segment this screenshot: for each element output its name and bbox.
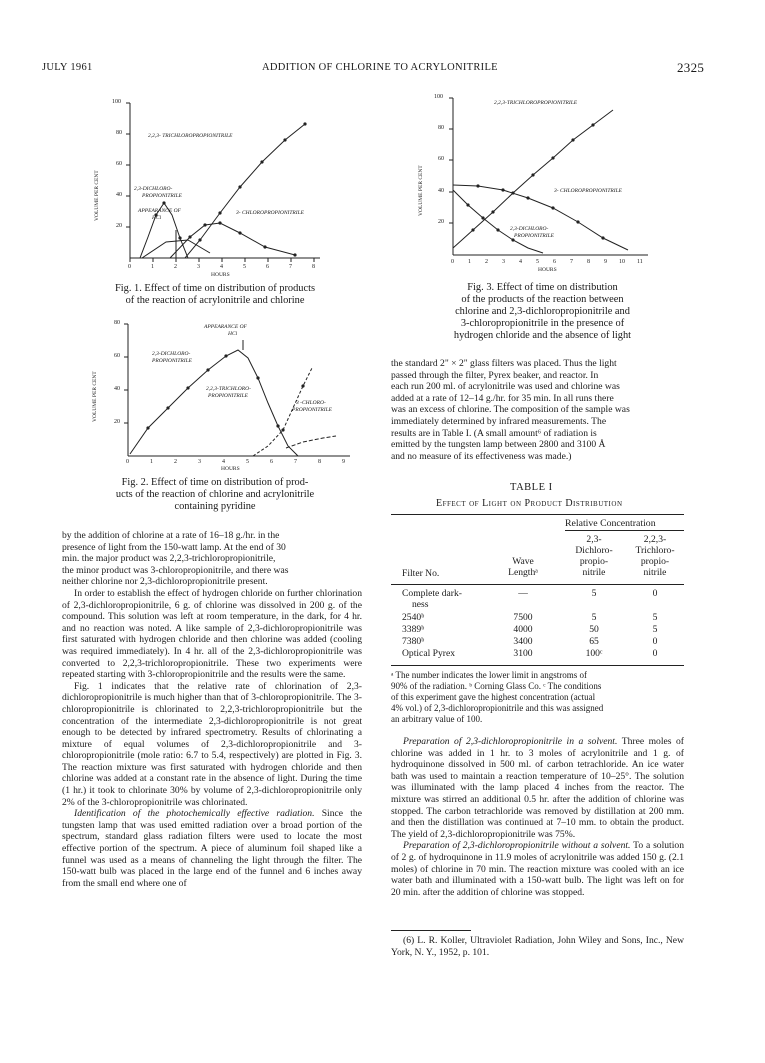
paragraph-text: Three moles of chlorine was added in 1 hr. to 3 moles of acrylonitrile and 1 g. of hydroquinone dissolved in 500 ml. of carbon tetrachloride. An ice water bath was used to maintain a reaction temperature of 10–25°. The solution was illuminated with the lamp placed 4 inches from the reactor. The mixture was stirred an additional 0.5 hr. after the addition of chlorine was stopped. The carbon tetrachloride was removed by distillation at 200 mm. and then the distillation was continued at 7–10 mm. to obtain the product. The yield of 2,3-dichloropropionitrile was 75%. <box>391 736 684 840</box>
paragraph-title: Preparation of 2,3-dichloropropionitrile in a solvent. <box>403 736 618 747</box>
text-line: and no measure of its effectiveness was made.) <box>391 450 572 462</box>
table-header <box>402 532 684 590</box>
paragraph-prep-no-solvent <box>391 840 684 898</box>
curve-3chloro <box>453 185 628 250</box>
col-header-tri-4: nitrile <box>643 567 667 578</box>
text-line: the standard 2" × 2" glass filters was placed. Thus the light <box>391 358 617 369</box>
cell-di: 5 <box>591 588 597 599</box>
right-column-intro <box>391 358 683 462</box>
caption-line: Fig. 1. Effect of time on distribution of products <box>114 283 316 294</box>
text-line: the minor product was 3-chloropropionitrile, and there was <box>62 564 289 576</box>
paragraph-fig1-discussion: Fig. 1 indicates that the relative rate of chlorination of 2,3-dichloropropionitrile is much higher than that of 3-chloropropionitrile. The 3-chloropropionitrile is chlorinated to 2,2,3-trichloropropionitrile but the concentration of the intermediate 2,3-dichloropropionitrile is not great enough to be detected by infrared spectrometry. Results of chlorinating a mixture of equal volumes of 2,3-dichloropropionitrile and 3-chloropropionitrile (mole ratio: 6.7 to 5.4, respectively) are plotted in Fig. 3. The reaction mixture was first saturated with hydrogen chloride and then chlorine was added at a constant rate in the absence of light. During the time (1 hr.) it took to chlorinate 30% by volume of 2,3-dichloropropionitrile only 2% of the 3-chloropropionitrile was chlorinated. <box>62 680 362 808</box>
table-group-header: Relative Concentration <box>565 518 656 529</box>
label-dichloro-2: PROPIONITRILE <box>142 193 183 199</box>
y-tick-80: 80 <box>116 130 122 136</box>
y-tick-20: 20 <box>438 219 444 225</box>
x-tick: 7 <box>289 264 292 270</box>
cell-filter: Optical Pyrex <box>402 648 456 659</box>
col-header-tri-3: propio- <box>640 556 670 567</box>
paragraph-radiation <box>62 808 362 889</box>
label-hcl-1: APPEARANCE OF <box>138 208 181 214</box>
figure-1 <box>90 95 350 280</box>
paragraph-text: To a solution of 2 g. of hydroquinone in 11.9 moles of acrylonitrile was added 150 g. (2.1 moles) of chlorine in 70 min. The reaction mixture was cooled with an ice water bath and illuminated with a 150-watt bulb. The light was left on for 20 min. after the addition of chlorine was stopped. <box>391 840 684 898</box>
x-tick: 2 <box>485 259 488 265</box>
reference-rule <box>391 930 471 931</box>
footnote-line: an arbitrary value of 100. <box>391 714 483 724</box>
label-3chloro: 3- CHLOROPROPIONITRILE <box>554 188 622 194</box>
figure-1-caption <box>60 283 370 307</box>
curve-dichloro <box>453 190 543 253</box>
cell-wave: 7500 <box>513 612 533 623</box>
x-tick: 10 <box>619 259 625 265</box>
table-header-rule <box>391 584 684 585</box>
x-tick: 1 <box>151 264 154 270</box>
text-line: passed through the filter, Pyrex beaker, and reactor. In <box>391 369 599 381</box>
label-tri-2: PROPIONITRILE <box>208 393 249 399</box>
label-3cl-1: 3 -CHLORO- <box>296 400 326 406</box>
col-header-di-2: Dichloro- <box>575 545 613 556</box>
x-tick: 2 <box>174 264 177 270</box>
curve-hcl <box>286 436 336 448</box>
x-tick: 6 <box>266 264 269 270</box>
figure-2 <box>88 318 368 473</box>
y-tick-marks <box>449 98 453 223</box>
caption-line: of the products of the reaction between <box>461 294 624 305</box>
x-tick: 0 <box>128 264 131 270</box>
text-line: by the addition of chlorine at a rate of 16–18 g./hr. in the <box>62 530 280 541</box>
label-trichloro: 2,2,3- TRICHLOROPROPIONITRILE <box>148 133 233 139</box>
label-dichloro-1: 2,3-DICHLORO- <box>134 186 173 192</box>
cell-tri: 0 <box>652 648 658 659</box>
paragraph-title: Preparation of 2,3-dichloropropionitrile without a solvent. <box>403 840 631 852</box>
label-3cl-2: PROPIONITRILE <box>292 407 333 413</box>
figure-2-caption <box>60 477 370 513</box>
caption-line: chlorine and 2,3-dichloropropionitrile and <box>455 306 630 317</box>
caption-line: ucts of the reaction of chlorine and acrylonitrile <box>115 489 315 500</box>
table-title: TABLE I <box>510 482 553 493</box>
cell-wave: 4000 <box>513 624 533 635</box>
y-tick-80: 80 <box>114 320 120 326</box>
footnote-line: 90% of the radiation. ᵇ Corning Glass Co. ᶜ The conditions <box>391 681 602 691</box>
text-line: neither chlorine nor 2,3-dichloropropionitrile present. <box>62 576 268 588</box>
cell-tri: 5 <box>652 612 658 623</box>
x-tick-marks <box>130 258 314 262</box>
caption-line: containing pyridine <box>174 501 256 512</box>
table-bottom-rule <box>391 665 684 666</box>
col-header-wave-2: Lengthᵃ <box>508 567 538 578</box>
x-axis-label: HOURS <box>221 466 240 472</box>
text-line: presence of light from the 150-watt lamp. At the end of 30 <box>62 541 286 553</box>
footnote-line: 4% vol.) of 2,3-dichloropropionitrile and this was assigned <box>391 703 604 713</box>
col-header-tri-1: 2,2,3- <box>643 534 667 545</box>
x-tick: 1 <box>150 459 153 465</box>
data-points <box>466 123 604 241</box>
x-tick: 0 <box>126 459 129 465</box>
x-axis-label: HOURS <box>538 267 557 273</box>
x-tick: 9 <box>342 459 345 465</box>
x-tick: 8 <box>318 459 321 465</box>
left-column-body <box>62 530 362 889</box>
y-tick-20: 20 <box>116 223 122 229</box>
figure-3-plot <box>418 90 658 275</box>
text-line: immediately determined by infrared measurements. The <box>391 415 607 427</box>
cell-di: 5 <box>591 612 597 623</box>
caption-line: Fig. 2. Effect of time on distribution of prod- <box>121 477 309 488</box>
x-tick: 5 <box>536 259 539 265</box>
cell-tri: 0 <box>652 588 658 599</box>
figure-3-caption <box>420 282 665 342</box>
y-axis-label: VOLUME PER CENT <box>94 170 100 221</box>
label-dichloro-1: 2,3-DICHLORO- <box>510 226 549 232</box>
x-tick: 3 <box>197 264 200 270</box>
label-dichloro-2: PROPIONITRILE <box>514 233 555 239</box>
x-tick: 3 <box>502 259 505 265</box>
paragraph-prep-solvent <box>391 736 684 840</box>
x-tick: 2 <box>174 459 177 465</box>
x-axis-label: HOURS <box>211 272 230 278</box>
label-hcl-2: HCl <box>228 331 238 337</box>
x-tick: 8 <box>587 259 590 265</box>
cell-filter: Complete dark- <box>402 588 462 599</box>
text-line: each run 200 ml. of acrylonitrile was used and chlorine was <box>391 381 620 393</box>
table-group-rule <box>565 530 684 531</box>
label-3chloro: 3- CHLOROPROPIONITRILE <box>236 210 304 216</box>
table-subtitle: Effect of Light on Product Distribution <box>436 498 623 509</box>
y-axis-label: VOLUME PER CENT <box>418 165 424 216</box>
table-footnote <box>391 670 684 725</box>
x-tick: 0 <box>451 259 454 265</box>
figure-3 <box>418 90 678 275</box>
paragraph-text: Since the tungsten lamp that was used emitted radiation over a broad portion of the spectrum, standard glass radiation filters were used to locate the most effective portion of the spectrum. A piece of aluminum foil shaped like a funnel was used as a means of channeling the light through the filter. The 150-watt bulb was placed in the large end of the funnel and 6 inches away from the small end where one of <box>62 808 362 889</box>
caption-line: Fig. 3. Effect of time on distribution <box>467 282 618 293</box>
x-tick: 5 <box>246 459 249 465</box>
y-tick-marks <box>124 324 128 423</box>
text-line: min. the major product was 2,2,3-trichloropropionitrile, <box>62 553 276 565</box>
x-tick: 6 <box>553 259 556 265</box>
caption-line: hydrogen chloride and the absence of light <box>453 330 632 341</box>
text-line: emitted by the tungsten lamp between 2800 and 3100 Å <box>391 439 606 451</box>
y-tick-60: 60 <box>114 353 120 359</box>
reference-text: (6) L. R. Koller, Ultraviolet Radiation, John Wiley and Sons, Inc., New York, N. Y., 1952, p. 101. <box>391 935 684 958</box>
label-tri-1: 2,2,3-TRICHLORO- <box>206 386 251 392</box>
x-tick: 5 <box>243 264 246 270</box>
cell-tri: 5 <box>652 624 658 635</box>
cell-filter: 3389ᵇ <box>402 624 425 635</box>
paragraph-hcl-effect: In order to establish the effect of hydrogen chloride on further chlorination of 2,3-dichloropropionitrile, 6 g. of chlorine was dissolved in 200 g. of the compound. This solution was left at room temperature, in the dark, for 4 hr. and no reaction was noted. A like sample of 2,3-dichloropropionitrile was first saturated with hydrogen chloride and then chlorine was added (cooling was required immediately). In 4 hr. all of the 2,3-dichloropropionitrile was converted to 2,2,3-trichloropropionitrile. These two experiments were repeated starting with 3-chloropropionitrile and the results were the same. <box>62 587 362 681</box>
cell-di: 100ᶜ <box>585 648 603 659</box>
caption-line: of the reaction of acrylonitrile and chlorine <box>125 295 305 306</box>
cell-di: 50 <box>589 624 599 635</box>
y-tick-60: 60 <box>438 156 444 162</box>
running-header-title: ADDITION OF CHLORINE TO ACRYLONITRILE <box>262 62 498 73</box>
y-axis-label: VOLUME PER CENT <box>92 371 98 422</box>
x-tick: 4 <box>519 259 522 265</box>
caption-line: 3-chloropropionitrile in the presence of <box>460 318 625 329</box>
label-hcl-2: HCl <box>152 215 162 221</box>
data-points <box>154 122 306 256</box>
paragraph-title: Identification of the photochemically effective radiation. <box>74 808 315 820</box>
x-tick: 8 <box>312 264 315 270</box>
cell-tri: 0 <box>652 636 658 647</box>
right-column-body <box>391 736 684 898</box>
x-tick: 1 <box>468 259 471 265</box>
reference <box>391 935 684 958</box>
cell-filter: 2540ᵇ <box>402 612 425 623</box>
cell-wave: 3100 <box>513 648 533 659</box>
x-tick: 6 <box>270 459 273 465</box>
x-tick: 4 <box>220 264 223 270</box>
figure-1-plot <box>90 95 330 280</box>
label-di-1: 2,3-DICHLORO- <box>152 351 191 357</box>
y-tick-80: 80 <box>438 125 444 131</box>
curve-di-tri <box>130 350 298 456</box>
text-line: was an excess of chlorine. The composition of the sample was <box>391 404 630 416</box>
footnote-line: of this experiment gave the highest concentration (actual <box>391 692 596 702</box>
y-tick-40: 40 <box>116 192 122 198</box>
label-hcl-1: APPEARANCE OF <box>204 324 247 330</box>
x-tick: 4 <box>222 459 225 465</box>
col-header-di-4: nitrile <box>582 567 606 578</box>
col-header-filter: Filter No. <box>402 568 440 579</box>
cell-filter: 7380ᵇ <box>402 636 425 647</box>
x-tick: 7 <box>570 259 573 265</box>
text-line: results are in Table I. (A small amount⁶ of radiation is <box>391 427 597 439</box>
y-tick-40: 40 <box>114 386 120 392</box>
y-tick-60: 60 <box>116 161 122 167</box>
label-trichloro: 2,2,3-TRICHLOROPROPIONITRILE <box>494 100 578 106</box>
col-header-di-1: 2,3- <box>586 534 602 545</box>
cell-di: 65 <box>589 636 599 647</box>
y-tick-100: 100 <box>434 94 443 100</box>
y-tick-100: 100 <box>112 99 121 105</box>
cell-wave: 3400 <box>513 636 533 647</box>
x-tick: 11 <box>637 259 643 265</box>
x-tick: 3 <box>198 459 201 465</box>
footnote-line: ᵃ The number indicates the lower limit in angstroms of <box>391 670 588 680</box>
x-tick: 9 <box>604 259 607 265</box>
y-tick-40: 40 <box>438 188 444 194</box>
col-header-wave-1: Wave <box>512 556 534 567</box>
table-top-rule <box>391 514 684 515</box>
cell-wave: — <box>518 588 528 599</box>
y-tick-marks <box>126 103 130 227</box>
label-di-2: PROPIONITRILE <box>152 358 193 364</box>
text-line: added at a rate of 12–14 g./hr. for 35 min. In all runs there <box>391 392 614 404</box>
col-header-di-3: propio- <box>579 556 609 567</box>
x-tick: 7 <box>294 459 297 465</box>
curve-trichloro <box>185 124 305 258</box>
col-header-tri-2: Trichloro- <box>635 545 675 556</box>
running-header-date: JULY 1961 <box>42 62 93 73</box>
y-tick-20: 20 <box>114 419 120 425</box>
page-number: 2325 <box>677 60 705 75</box>
cell-filter-2: ness <box>412 599 429 610</box>
